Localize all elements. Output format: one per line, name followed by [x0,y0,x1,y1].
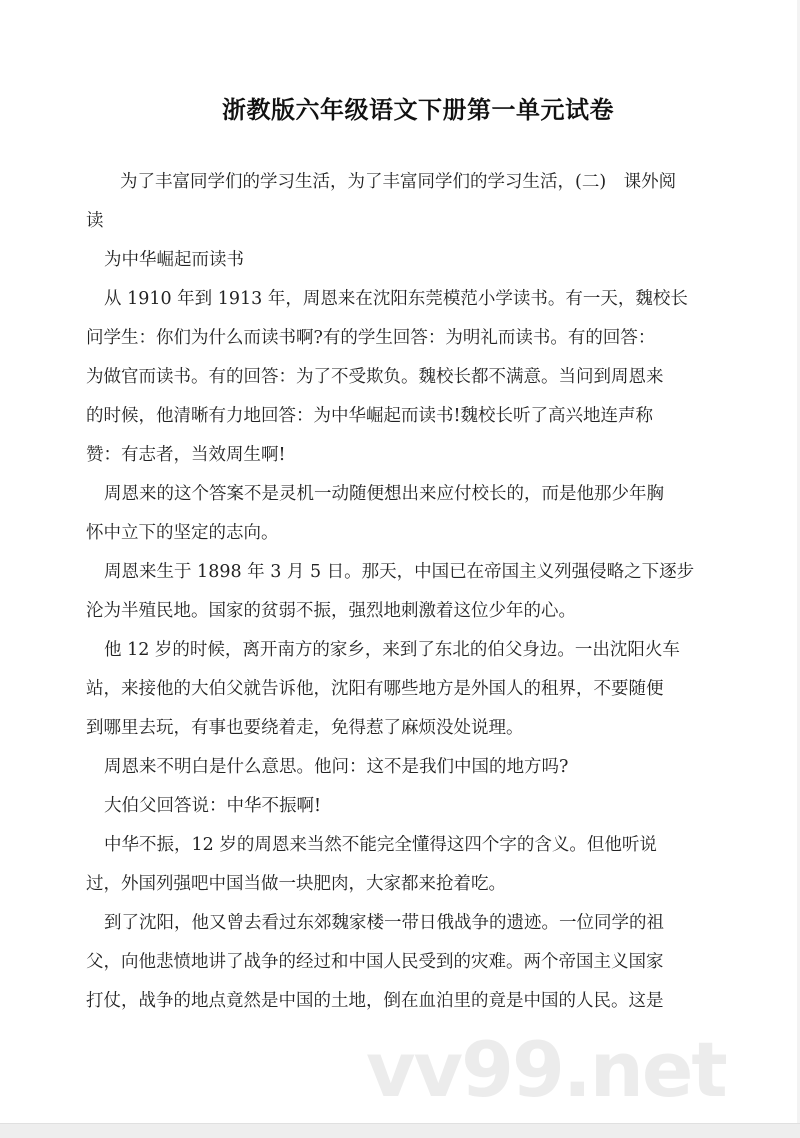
document-title: 浙教版六年级语文下册第一单元试卷 [222,96,614,124]
text-line: 打仗，战争的地点竟然是中国的土地，倒在血泊里的竟是中国的人民。这是 [86,991,664,1011]
text-line: 大伯父回答说：中华不振啊! [104,796,322,816]
text-line: 到哪里去玩，有事也要绕着走，免得惹了麻烦没处说理。 [86,718,524,738]
text-line: 中华不振，12 岁的周恩来当然不能完全懂得这四个字的含义。但他听说 [104,835,657,855]
text-line: 周恩来的这个答案不是灵机一动随便想出来应付校长的，而是他那少年胸 [104,484,664,504]
text-line: 父，向他悲愤地讲了战争的经过和中国人民受到的灾难。两个帝国主义国家 [86,952,664,972]
text-line: 从 1910 年到 1913 年，周恩来在沈阳东莞模范小学读书。有一天，魏校长 [104,289,688,309]
text-line: 的时候，他清晰有力地回答：为中华崛起而读书!魏校长听了高兴地连声称 [86,406,654,426]
text-line: 到了沈阳，他又曾去看过东郊魏家楼一带日俄战争的遗迹。一位同学的祖 [104,913,664,933]
text-line: 周恩来不明白是什么意思。他问：这不是我们中国的地方吗? [104,757,569,777]
text-line: 沦为半殖民地。国家的贫弱不振，强烈地刺激着这位少年的心。 [86,601,576,621]
text-line: 为了丰富同学们的学习生活，为了丰富同学们的学习生活，(二) 课外阅 [120,172,677,192]
text-line: 问学生：你们为什么而读书啊?有的学生回答：为明礼而读书。有的回答： [86,328,656,348]
text-line: 为中华崛起而读书 [104,250,244,270]
page-bottom-border [0,1123,800,1138]
text-line: 为做官而读书。有的回答：为了不受欺负。魏校长都不满意。当问到周恩来 [86,367,664,387]
text-line: 过，外国列强吧中国当做一块肥肉，大家都来抢着吃。 [86,874,506,894]
text-line: 站，来接他的大伯父就告诉他，沈阳有哪些地方是外国人的租界，不要随便 [86,679,664,699]
text-line: 怀中立下的坚定的志向。 [86,523,279,543]
watermark: vv99.net [366,1025,726,1114]
document-body [86,163,726,1021]
text-line: 周恩来生于 1898 年 3 月 5 日。那天，中国已在帝国主义列强侵略之下逐步 [104,562,695,582]
text-line: 读 [86,211,104,231]
text-line: 赞：有志者，当效周生啊! [86,445,286,465]
text-line: 他 12 岁的时候，离开南方的家乡，来到了东北的伯父身边。一出沈阳火车 [104,640,680,660]
